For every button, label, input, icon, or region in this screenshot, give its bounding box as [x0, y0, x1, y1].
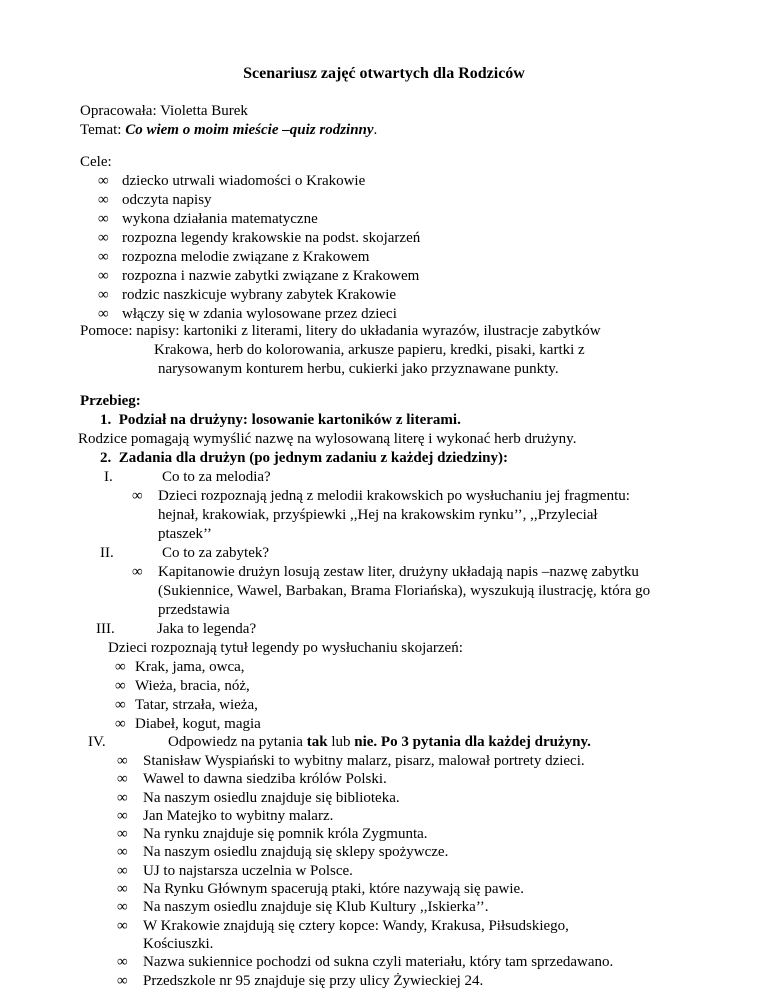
question-item: [117, 770, 613, 788]
infinity-bullet-icon: ∞: [117, 826, 128, 843]
step-1-description: Rodzice pomagają wymyślić nazwę na wylosowaną literę i wykonać herb drużyny.: [78, 431, 577, 447]
question-item: [117, 972, 613, 990]
question-text: Na naszym osiedlu znajduje się Klub Kultury ,,Iskierka’’.: [143, 899, 489, 916]
legend-clue-text: Diabeł, kogut, magia: [135, 716, 261, 732]
goal-item: [98, 191, 420, 210]
task-2-line-3: przedstawia: [158, 602, 230, 618]
goal-text: rodzic naszkicuje wybrany zabytek Krakowie: [122, 287, 397, 303]
task-3-intro: Dzieci rozpoznają tytuł legendy po wysłuchaniu skojarzeń:: [108, 640, 463, 656]
aids-line-1: Pomoce: napisy: kartoniki z literami, litery do układania wyrazów, ilustracje zabytków: [80, 323, 601, 339]
goal-text: wykona działania matematyczne: [122, 211, 318, 227]
goal-item: [98, 229, 420, 248]
question-item: [117, 789, 613, 807]
task-4-questions: [117, 752, 613, 990]
question-text: Jan Matejko to wybitny malarz.: [143, 807, 334, 824]
legend-clue-text: Krak, jama, owca,: [135, 659, 245, 675]
task-4-or: lub: [327, 734, 355, 750]
aids-line-3: narysowanym konturem herbu, cukierki jako przyznawane punkty.: [158, 361, 559, 377]
question-text: Na Rynku Głównym spacerują ptaki, które nazywają się pawie.: [143, 881, 524, 898]
infinity-bullet-icon: ∞: [117, 917, 128, 934]
topic-text: Co wiem o moim mieście –quiz rodzinny: [125, 122, 374, 138]
question-text: UJ to najstarsza uczelnia w Polsce.: [143, 862, 353, 879]
infinity-bullet-icon: ∞: [115, 716, 126, 732]
task-1-line-1: Dzieci rozpoznają jedną z melodii krakowskich po wysłuchaniu jej fragmentu:: [158, 488, 630, 504]
task-1-number: I.: [104, 469, 113, 485]
step-1: [100, 411, 461, 430]
infinity-bullet-icon: ∞: [115, 659, 126, 675]
infinity-bullet-icon: ∞: [117, 862, 128, 879]
infinity-bullet-icon: ∞: [98, 173, 109, 189]
task-4-title-start: Odpowiedz na pytania: [168, 734, 307, 750]
question-item: [117, 953, 613, 971]
task-2-title: Co to za zabytek?: [162, 545, 270, 561]
infinity-bullet-icon: ∞: [117, 844, 128, 861]
task-3-number: III.: [96, 621, 115, 637]
infinity-bullet-icon: ∞: [117, 899, 128, 916]
infinity-bullet-icon: ∞: [117, 771, 128, 788]
goal-item: [98, 172, 420, 191]
infinity-bullet-icon: ∞: [98, 230, 109, 246]
question-text: Wawel to dawna siedziba królów Polski.: [143, 771, 387, 788]
infinity-bullet-icon: ∞: [98, 249, 109, 265]
goal-text: odczyta napisy: [122, 192, 212, 208]
task-2-number: II.: [100, 545, 114, 561]
question-item: [117, 843, 613, 861]
step-2: [100, 449, 508, 468]
task-3-items: [115, 658, 261, 734]
question-text: W Krakowie znajdują się cztery kopce: Wandy, Krakusa, Piłsudskiego,: [143, 917, 569, 934]
question-text: Kościuszki.: [143, 935, 214, 952]
goal-item: [98, 248, 420, 267]
legend-clue-text: Tatar, strzała, wieża,: [135, 697, 258, 713]
goal-text: włączy się w zdania wylosowane przez dzieci: [122, 306, 397, 322]
infinity-bullet-icon: ∞: [117, 789, 128, 806]
document-title: Scenariusz zajęć otwartych dla Rodziców: [243, 65, 525, 82]
question-item: [117, 807, 613, 825]
task-4-yes: tak: [306, 734, 328, 750]
legend-clue-item: [115, 677, 261, 696]
task-2-bullet: [132, 563, 152, 582]
question-text: Na naszym osiedlu znajduje się biblioteka.: [143, 789, 400, 806]
legend-clue-item: [115, 715, 261, 734]
infinity-bullet-icon: ∞: [98, 287, 109, 303]
infinity-bullet-icon: ∞: [115, 678, 126, 694]
legend-clue-item: [115, 696, 261, 715]
legend-clue-text: Wieża, bracia, nóż,: [135, 678, 250, 694]
goals-heading: Cele:: [80, 154, 112, 170]
topic-prefix: Temat:: [80, 122, 126, 138]
aids-line-2: Krakowa, herb do kolorowania, arkusze papieru, kredki, pisaki, kartki z: [154, 342, 585, 358]
question-text: Na naszym osiedlu znajdują się sklepy spożywcze.: [143, 844, 449, 861]
infinity-bullet-icon: ∞: [117, 972, 128, 989]
task-1-line-3: ptaszek’’: [158, 526, 212, 542]
goal-item: [98, 210, 420, 229]
question-text: Przedszkole nr 95 znajduje się przy ulicy Żywieckiej 24.: [143, 972, 484, 989]
task-1-bullet: [132, 487, 152, 506]
infinity-bullet-icon: ∞: [98, 306, 109, 322]
goal-text: dziecko utrwali wiadomości o Krakowie: [122, 173, 366, 189]
question-item: [117, 752, 613, 770]
question-item: [117, 917, 613, 935]
step-2-label: Zadania dla drużyn (po jednym zadaniu z każdej dziedziny):: [118, 450, 508, 466]
infinity-bullet-icon: ∞: [117, 881, 128, 898]
question-text: Stanisław Wyspiański to wybitny malarz, pisarz, malował portrety dzieci.: [143, 753, 585, 769]
task-4-title: [168, 733, 591, 752]
step-1-label: Podział na drużyny: losowanie kartoników z literami.: [118, 412, 461, 428]
infinity-bullet-icon: ∞: [115, 697, 126, 713]
task-4-number: IV.: [88, 734, 106, 750]
question-item: [117, 862, 613, 880]
infinity-bullet-icon: ∞: [132, 564, 143, 580]
infinity-bullet-icon: ∞: [98, 268, 109, 284]
goal-item: [98, 286, 420, 305]
goal-item: [98, 267, 420, 286]
infinity-bullet-icon: ∞: [98, 211, 109, 227]
task-1-line-2: hejnał, krakowiak, przyśpiewki ,,Hej na krakowskim rynku’’, ,,Przyleciał: [158, 507, 598, 523]
question-item: [117, 898, 613, 916]
author-line: Opracowała: Violetta Burek: [80, 103, 248, 119]
infinity-bullet-icon: ∞: [132, 488, 143, 504]
infinity-bullet-icon: ∞: [98, 192, 109, 208]
task-1-title: Co to za melodia?: [162, 469, 271, 485]
question-item: [117, 880, 613, 898]
topic-line: [80, 121, 377, 140]
infinity-bullet-icon: ∞: [117, 807, 128, 824]
legend-clue-item: [115, 658, 261, 677]
goals-list: [98, 172, 420, 324]
question-item: [117, 825, 613, 843]
course-heading: Przebieg:: [80, 393, 141, 409]
goal-text: rozpozna legendy krakowskie na podst. skojarzeń: [122, 230, 421, 246]
task-2-line-2: (Sukiennice, Wawel, Barbakan, Brama Floriańska), wyszukują ilustrację, która go: [158, 583, 651, 599]
step-2-number: 2.: [100, 450, 112, 466]
question-text: Nazwa sukiennice pochodzi od sukna czyli materiału, który tam sprzedawano.: [143, 954, 614, 971]
goal-text: rozpozna melodie związane z Krakowem: [122, 249, 370, 265]
infinity-bullet-icon: ∞: [117, 954, 128, 971]
question-item: [117, 935, 613, 953]
task-2-line-1: Kapitanowie drużyn losują zestaw liter, drużyny układają napis –nazwę zabytku: [158, 564, 639, 580]
infinity-bullet-icon: ∞: [117, 753, 128, 769]
step-1-number: 1.: [100, 412, 112, 428]
goal-text: rozpozna i nazwie zabytki związane z Krakowem: [122, 268, 420, 284]
question-text: Na rynku znajduje się pomnik króla Zygmunta.: [143, 826, 428, 843]
task-4-no-rest: nie. Po 3 pytania dla każdej drużyny.: [354, 734, 591, 750]
task-3-title: Jaka to legenda?: [157, 621, 257, 637]
topic-suffix: .: [373, 122, 378, 138]
